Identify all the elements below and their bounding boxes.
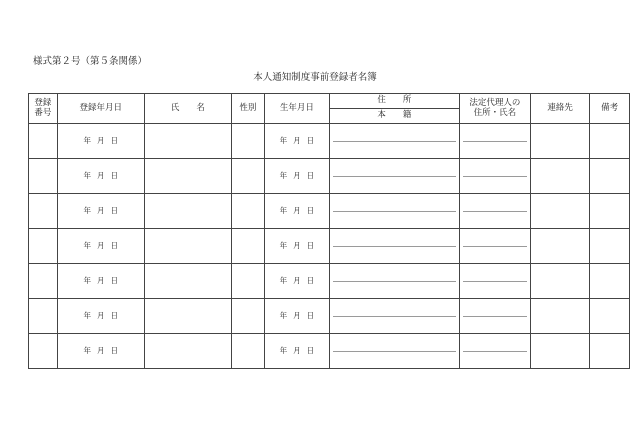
legal-agent-cell[interactable] bbox=[459, 159, 530, 194]
month-label: 月 bbox=[293, 345, 301, 355]
name-cell[interactable] bbox=[144, 159, 231, 194]
registry-row bbox=[29, 159, 630, 194]
year-label: 年 bbox=[279, 310, 288, 320]
agent-divider bbox=[463, 351, 527, 352]
registry-row bbox=[29, 124, 630, 159]
year-label: 年 bbox=[279, 275, 288, 285]
reg-date-cell[interactable] bbox=[57, 159, 144, 194]
gender-cell[interactable] bbox=[232, 124, 265, 159]
month-label: 月 bbox=[97, 170, 105, 180]
day-label: 日 bbox=[306, 310, 315, 320]
header-gender: 性別 bbox=[232, 94, 265, 124]
legal-agent-cell[interactable] bbox=[459, 264, 530, 299]
gender-cell[interactable] bbox=[232, 264, 265, 299]
reg-no-cell[interactable] bbox=[29, 334, 58, 369]
remarks-cell[interactable] bbox=[590, 264, 630, 299]
name-cell[interactable] bbox=[144, 229, 231, 264]
agent-divider bbox=[463, 316, 527, 317]
day-label: 日 bbox=[306, 275, 315, 285]
header-reg-no-line1: 登録 bbox=[34, 98, 52, 109]
contact-cell[interactable] bbox=[530, 194, 589, 229]
month-label: 月 bbox=[97, 310, 105, 320]
year-label: 年 bbox=[279, 240, 288, 250]
reg-date-cell[interactable] bbox=[57, 194, 144, 229]
day-label: 日 bbox=[110, 135, 119, 145]
name-cell[interactable] bbox=[144, 334, 231, 369]
year-label: 年 bbox=[83, 275, 92, 285]
header-legal-agent-line1: 法定代理人の bbox=[469, 98, 521, 109]
year-label: 年 bbox=[83, 205, 92, 215]
year-label: 年 bbox=[83, 240, 92, 250]
month-label: 月 bbox=[293, 205, 301, 215]
reg-date-cell[interactable] bbox=[57, 334, 144, 369]
reg-no-cell[interactable] bbox=[29, 194, 58, 229]
form-number-label: 様式第２号（第５条関係） bbox=[33, 56, 148, 67]
month-label: 月 bbox=[97, 240, 105, 250]
header-name: 氏 名 bbox=[144, 94, 231, 124]
header-row bbox=[29, 94, 630, 109]
year-label: 年 bbox=[279, 135, 288, 145]
month-label: 月 bbox=[293, 310, 301, 320]
agent-divider bbox=[463, 281, 527, 282]
address-domicile-cell[interactable] bbox=[330, 334, 460, 369]
month-label: 月 bbox=[97, 205, 105, 215]
day-label: 日 bbox=[306, 240, 315, 250]
year-label: 年 bbox=[279, 205, 288, 215]
day-label: 日 bbox=[110, 205, 119, 215]
header-remarks: 備考 bbox=[590, 94, 630, 124]
legal-agent-cell[interactable] bbox=[459, 194, 530, 229]
month-label: 月 bbox=[293, 170, 301, 180]
header-reg-no-line2: 番号 bbox=[34, 107, 52, 118]
reg-date-cell[interactable] bbox=[57, 299, 144, 334]
day-label: 日 bbox=[110, 240, 119, 250]
gender-cell[interactable] bbox=[232, 159, 265, 194]
birth-date-cell[interactable] bbox=[264, 264, 329, 299]
year-label: 年 bbox=[279, 345, 288, 355]
month-label: 月 bbox=[97, 275, 105, 285]
agent-divider bbox=[463, 246, 527, 247]
address-divider bbox=[333, 281, 456, 282]
gender-cell[interactable] bbox=[232, 194, 265, 229]
name-cell[interactable] bbox=[144, 194, 231, 229]
reg-no-cell[interactable] bbox=[29, 124, 58, 159]
day-label: 日 bbox=[110, 345, 119, 355]
header-reg-date: 登録年月日 bbox=[57, 94, 144, 124]
year-label: 年 bbox=[83, 170, 92, 180]
document-title: 本人通知制度事前登録者名簿 bbox=[253, 72, 377, 83]
name-cell[interactable] bbox=[144, 299, 231, 334]
reg-no-cell[interactable] bbox=[29, 159, 58, 194]
birth-date-cell[interactable] bbox=[264, 229, 329, 264]
legal-agent-cell[interactable] bbox=[459, 229, 530, 264]
day-label: 日 bbox=[306, 205, 315, 215]
address-domicile-cell[interactable] bbox=[330, 229, 460, 264]
contact-cell[interactable] bbox=[530, 229, 589, 264]
reg-date-cell[interactable] bbox=[57, 229, 144, 264]
header-reg-no bbox=[29, 94, 58, 124]
remarks-cell[interactable] bbox=[590, 124, 630, 159]
remarks-cell[interactable] bbox=[590, 299, 630, 334]
day-label: 日 bbox=[110, 170, 119, 180]
remarks-cell[interactable] bbox=[590, 229, 630, 264]
month-label: 月 bbox=[97, 345, 105, 355]
gender-cell[interactable] bbox=[232, 229, 265, 264]
address-divider bbox=[333, 246, 456, 247]
registry-row bbox=[29, 194, 630, 229]
header-legal-agent bbox=[459, 94, 530, 124]
birth-date-cell[interactable] bbox=[264, 334, 329, 369]
header-birth-date: 生年月日 bbox=[264, 94, 329, 124]
reg-date-cell[interactable] bbox=[57, 264, 144, 299]
name-cell[interactable] bbox=[144, 264, 231, 299]
legal-agent-cell[interactable] bbox=[459, 299, 530, 334]
birth-date-cell[interactable] bbox=[264, 124, 329, 159]
reg-no-cell[interactable] bbox=[29, 299, 58, 334]
year-label: 年 bbox=[279, 170, 288, 180]
legal-agent-cell[interactable] bbox=[459, 124, 530, 159]
agent-divider bbox=[463, 141, 527, 142]
day-label: 日 bbox=[306, 135, 315, 145]
year-label: 年 bbox=[83, 310, 92, 320]
address-divider bbox=[333, 141, 456, 142]
address-divider bbox=[333, 176, 456, 177]
registry-row bbox=[29, 334, 630, 369]
birth-date-cell[interactable] bbox=[264, 194, 329, 229]
address-divider bbox=[333, 316, 456, 317]
address-domicile-cell[interactable] bbox=[330, 194, 460, 229]
year-label: 年 bbox=[83, 345, 92, 355]
address-domicile-cell[interactable] bbox=[330, 159, 460, 194]
address-domicile-cell[interactable] bbox=[330, 124, 460, 159]
day-label: 日 bbox=[306, 345, 315, 355]
gender-cell[interactable] bbox=[232, 334, 265, 369]
header-contact: 連絡先 bbox=[530, 94, 589, 124]
header-address: 住 所 bbox=[330, 94, 460, 109]
contact-cell[interactable] bbox=[530, 159, 589, 194]
name-cell[interactable] bbox=[144, 124, 231, 159]
reg-no-cell[interactable] bbox=[29, 264, 58, 299]
day-label: 日 bbox=[306, 170, 315, 180]
month-label: 月 bbox=[293, 135, 301, 145]
month-label: 月 bbox=[97, 135, 105, 145]
remarks-cell[interactable] bbox=[590, 159, 630, 194]
reg-no-cell[interactable] bbox=[29, 229, 58, 264]
legal-agent-cell[interactable] bbox=[459, 334, 530, 369]
birth-date-cell[interactable] bbox=[264, 299, 329, 334]
address-domicile-cell[interactable] bbox=[330, 299, 460, 334]
contact-cell[interactable] bbox=[530, 334, 589, 369]
registry-row bbox=[29, 299, 630, 334]
month-label: 月 bbox=[293, 275, 301, 285]
contact-cell[interactable] bbox=[530, 299, 589, 334]
registry-row bbox=[29, 264, 630, 299]
reg-date-cell[interactable] bbox=[57, 124, 144, 159]
agent-divider bbox=[463, 176, 527, 177]
day-label: 日 bbox=[110, 275, 119, 285]
contact-cell[interactable] bbox=[530, 264, 589, 299]
birth-date-cell[interactable] bbox=[264, 159, 329, 194]
remarks-cell[interactable] bbox=[590, 334, 630, 369]
registry-row bbox=[29, 229, 630, 264]
header-legal-agent-line2: 住所・氏名 bbox=[473, 107, 517, 118]
address-divider bbox=[333, 211, 456, 212]
agent-divider bbox=[463, 211, 527, 212]
remarks-cell[interactable] bbox=[590, 194, 630, 229]
address-domicile-cell[interactable] bbox=[330, 264, 460, 299]
month-label: 月 bbox=[293, 240, 301, 250]
contact-cell[interactable] bbox=[530, 124, 589, 159]
address-divider bbox=[333, 351, 456, 352]
registry-table bbox=[28, 93, 630, 369]
gender-cell[interactable] bbox=[232, 299, 265, 334]
day-label: 日 bbox=[110, 310, 119, 320]
header-domicile: 本 籍 bbox=[330, 109, 460, 124]
year-label: 年 bbox=[83, 135, 92, 145]
